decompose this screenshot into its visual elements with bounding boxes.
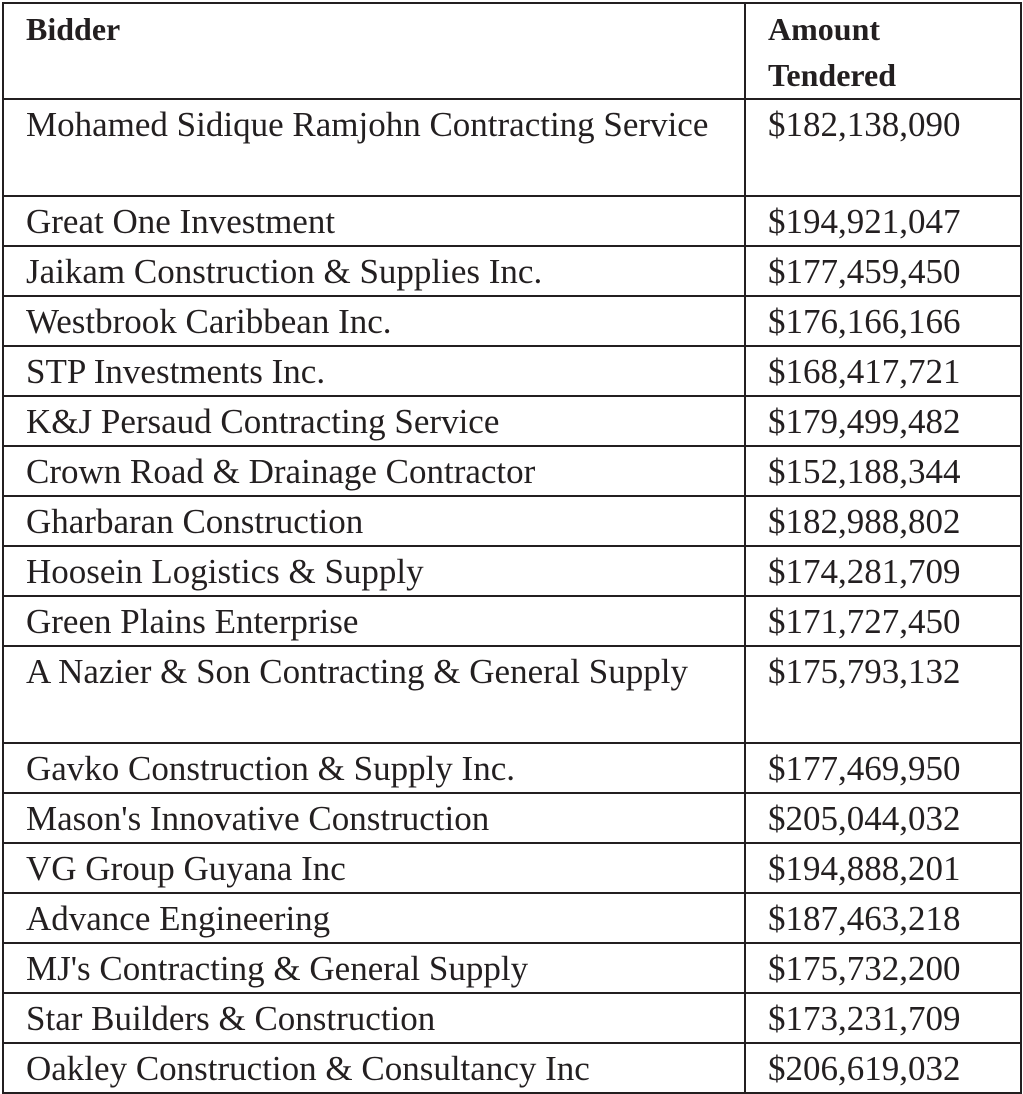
amount-cell: $171,727,450 bbox=[745, 596, 1021, 646]
amount-column-header: Amount Tendered bbox=[745, 3, 1021, 99]
table-row bbox=[3, 99, 1021, 196]
table-row bbox=[3, 346, 1021, 396]
table-row bbox=[3, 1043, 1021, 1093]
bidder-cell: Crown Road & Drainage Contractor bbox=[3, 446, 745, 496]
header-row bbox=[3, 3, 1021, 99]
bidder-cell: Advance Engineering bbox=[3, 893, 745, 943]
amount-cell: $182,988,802 bbox=[745, 496, 1021, 546]
amount-cell: $194,921,047 bbox=[745, 196, 1021, 246]
table-row bbox=[3, 246, 1021, 296]
amount-cell: $175,793,132 bbox=[745, 646, 1021, 743]
bidder-cell: Great One Investment bbox=[3, 196, 745, 246]
table-row bbox=[3, 793, 1021, 843]
bidder-cell: Westbrook Caribbean Inc. bbox=[3, 296, 745, 346]
bidder-cell: STP Investments Inc. bbox=[3, 346, 745, 396]
amount-cell: $194,888,201 bbox=[745, 843, 1021, 893]
bidder-cell: Hoosein Logistics & Supply bbox=[3, 546, 745, 596]
amount-cell: $187,463,218 bbox=[745, 893, 1021, 943]
amount-cell: $206,619,032 bbox=[745, 1043, 1021, 1093]
bidder-cell: Star Builders & Construction bbox=[3, 993, 745, 1043]
table-row bbox=[3, 446, 1021, 496]
bidder-cell: Gavko Construction & Supply Inc. bbox=[3, 743, 745, 793]
bidder-cell: Oakley Construction & Consultancy Inc bbox=[3, 1043, 745, 1093]
amount-cell: $205,044,032 bbox=[745, 793, 1021, 843]
amount-cell: $174,281,709 bbox=[745, 546, 1021, 596]
table-row bbox=[3, 646, 1021, 743]
bidder-cell: Mohamed Sidique Ramjohn Contracting Service bbox=[3, 99, 745, 196]
amount-cell: $173,231,709 bbox=[745, 993, 1021, 1043]
table-row bbox=[3, 396, 1021, 446]
amount-cell: $177,459,450 bbox=[745, 246, 1021, 296]
bidder-column-header: Bidder bbox=[3, 3, 745, 99]
amount-cell: $168,417,721 bbox=[745, 346, 1021, 396]
bidder-cell: MJ's Contracting & General Supply bbox=[3, 943, 745, 993]
amount-cell: $182,138,090 bbox=[745, 99, 1021, 196]
bidder-cell: Green Plains Enterprise bbox=[3, 596, 745, 646]
table-row bbox=[3, 893, 1021, 943]
amount-cell: $177,469,950 bbox=[745, 743, 1021, 793]
bidder-cell: A Nazier & Son Contracting & General Supply bbox=[3, 646, 745, 743]
bidder-cell: Gharbaran Construction bbox=[3, 496, 745, 546]
table-row bbox=[3, 496, 1021, 546]
bidder-cell: VG Group Guyana Inc bbox=[3, 843, 745, 893]
table-row bbox=[3, 596, 1021, 646]
amount-cell: $175,732,200 bbox=[745, 943, 1021, 993]
amount-cell: $152,188,344 bbox=[745, 446, 1021, 496]
bidder-cell: Jaikam Construction & Supplies Inc. bbox=[3, 246, 745, 296]
table-row bbox=[3, 943, 1021, 993]
amount-cell: $176,166,166 bbox=[745, 296, 1021, 346]
bidder-cell: K&J Persaud Contracting Service bbox=[3, 396, 745, 446]
bidder-cell: Mason's Innovative Construction bbox=[3, 793, 745, 843]
table-row bbox=[3, 993, 1021, 1043]
table-row bbox=[3, 743, 1021, 793]
table-row bbox=[3, 296, 1021, 346]
amount-cell: $179,499,482 bbox=[745, 396, 1021, 446]
table-row bbox=[3, 196, 1021, 246]
bidders-table bbox=[2, 2, 1022, 1094]
table-row bbox=[3, 843, 1021, 893]
table-row bbox=[3, 546, 1021, 596]
